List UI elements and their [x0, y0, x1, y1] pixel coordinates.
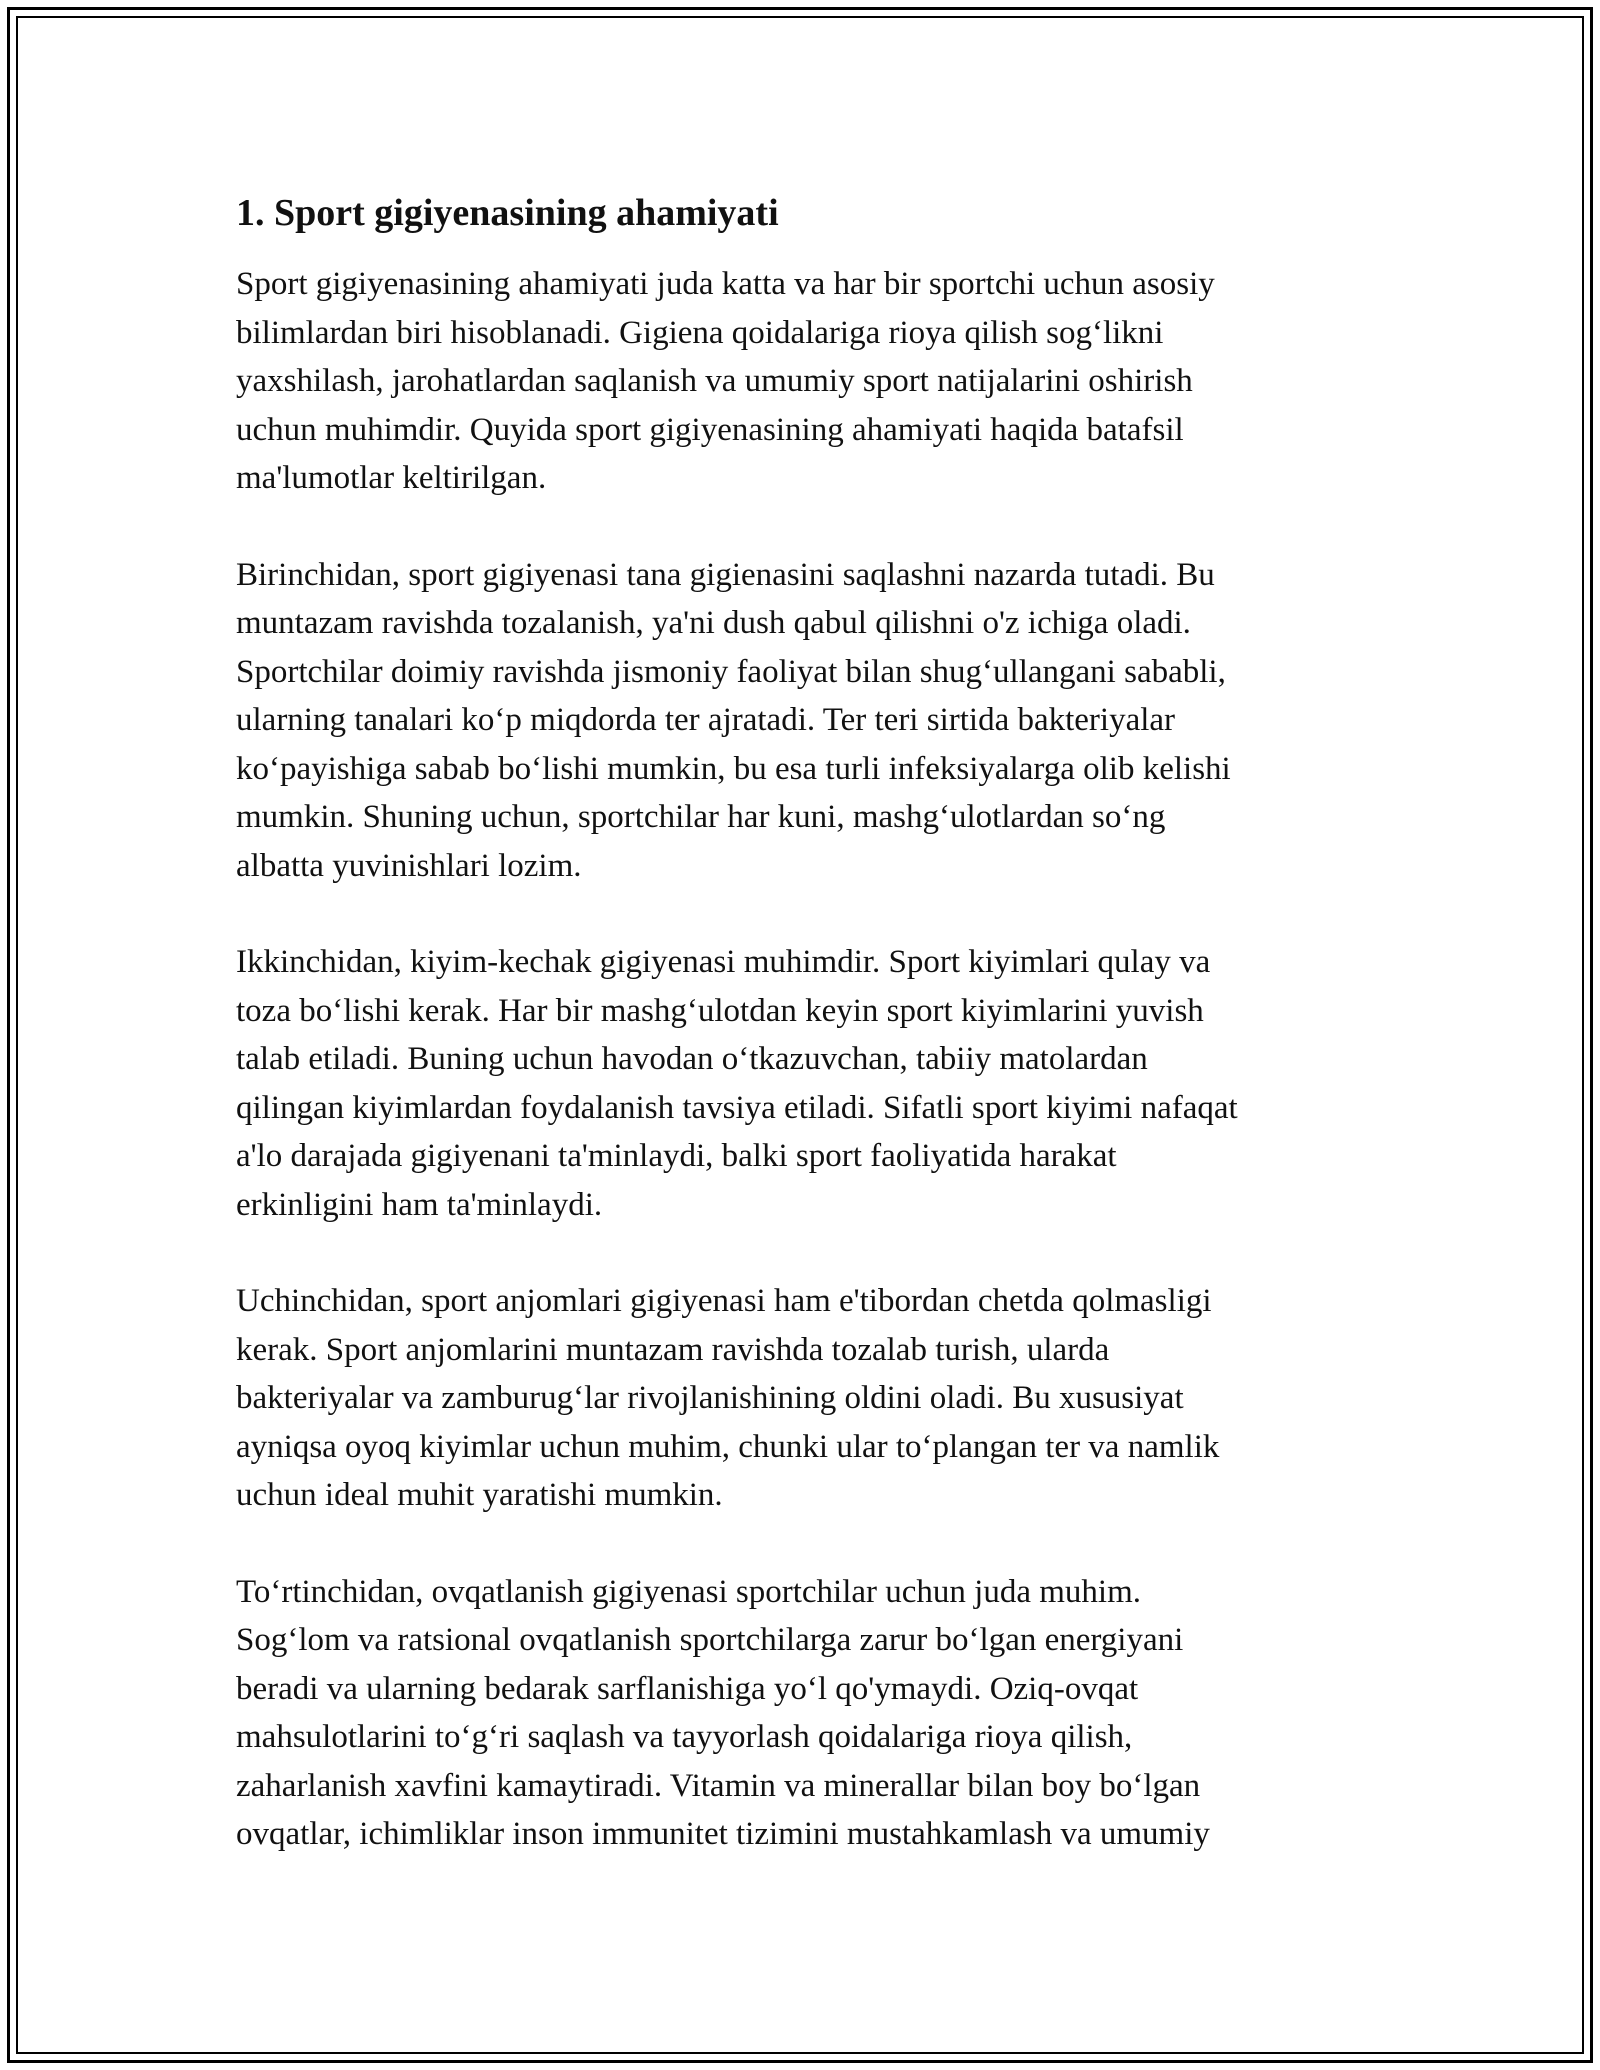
text-line: albatta yuvinishlari lozim.: [236, 847, 582, 884]
text-line: uchun muhimdir. Quyida sport gigiyenasining ahamiyati haqida batafsil: [236, 411, 1184, 448]
text-line: bakteriyalar va zamburug‘lar rivojlanishining oldini oladi. Bu xususiyat: [236, 1380, 1184, 1416]
text-line: ma'lumotlar keltirilgan.: [236, 460, 547, 496]
text-line: talab etiladi. Buning uchun havodan o‘tkazuvchan, tabiiy matolardan: [236, 1041, 1148, 1077]
paragraph-intro: [236, 260, 1356, 503]
text-line: Sportchilar doimiy ravishda jismoniy faoliyat bilan shug‘ullangani sababli,: [236, 653, 1226, 690]
text-line: mahsulotlarini to‘g‘ri saqlash va tayyorlash qoidalariga rioya qilish,: [236, 1719, 1133, 1755]
text-line: Uchinchidan, sport anjomlari gigiyenasi ham e'tibordan chetda qolmasligi: [236, 1283, 1212, 1319]
text-line: toza bo‘lishi kerak. Har bir mashg‘ulotdan keyin sport kiyimlarini yuvish: [236, 992, 1204, 1029]
paragraph-equipment-hygiene: [236, 1277, 1356, 1520]
text-line: a'lo darajada gigiyenani ta'minlaydi, balki sport faoliyatida harakat: [236, 1138, 1117, 1174]
paragraph-nutrition-hygiene: [236, 1568, 1356, 1859]
text-line: To‘rtinchidan, ovqatlanish gigiyenasi sportchilar uchun juda muhim.: [236, 1573, 1142, 1610]
text-line: kerak. Sport anjomlarini muntazam ravishda tozalab turish, ularda: [236, 1331, 1110, 1368]
paragraph-clothing-hygiene: [236, 938, 1356, 1229]
text-line: Ikkinchidan, kiyim-kechak gigiyenasi muhimdir. Sport kiyimlari qulay va: [236, 944, 1211, 980]
text-line: ovqatlar, ichimliklar inson immunitet tizimini mustahkamlash va umumiy: [236, 1816, 1210, 1852]
text-line: beradi va ularning bedarak sarflanishiga yo‘l qo'ymaydi. Oziq-ovqat: [236, 1670, 1139, 1707]
text-line: uchun ideal muhit yaratishi mumkin.: [236, 1477, 723, 1513]
section-heading: 1. Sport gigiyenasining ahamiyati: [236, 192, 779, 234]
text-line: erkinligini ham ta'minlaydi.: [236, 1186, 603, 1223]
text-line: mumkin. Shuning uchun, sportchilar har kuni, mashg‘ulotlardan so‘ng: [236, 799, 1166, 835]
text-line: muntazam ravishda tozalanish, ya'ni dush qabul qilishni o'z ichiga oladi.: [236, 605, 1191, 641]
text-line: qilingan kiyimlardan foydalanish tavsiya etiladi. Sifatli sport kiyimi nafaqat: [236, 1089, 1238, 1126]
text-line: Birinchidan, sport gigiyenasi tana gigienasini saqlashni nazarda tutadi. Bu: [236, 556, 1215, 593]
text-line: zaharlanish xavfini kamaytiradi. Vitamin va minerallar bilan boy bo‘lgan: [236, 1767, 1201, 1804]
text-line: yaxshilash, jarohatlardan saqlanish va umumiy sport natijalarini oshirish: [236, 363, 1193, 399]
text-line: Sog‘lom va ratsional ovqatlanish sportchilarga zarur bo‘lgan energiyani: [236, 1622, 1184, 1658]
text-line: ko‘payishiga sabab bo‘lishi mumkin, bu esa turli infeksiyalarga olib kelishi: [236, 750, 1231, 787]
paragraph-body-hygiene: [236, 551, 1356, 891]
text-line: Sport gigiyenasining ahamiyati juda katta va har bir sportchi uchun asosiy: [236, 266, 1215, 302]
document-body: [236, 186, 1356, 1907]
text-line: ayniqsa oyoq kiyimlar uchun muhim, chunki ular to‘plangan ter va namlik: [236, 1428, 1220, 1465]
text-line: bilimlardan biri hisoblanadi. Gigiena qoidalariga rioya qilish sog‘likni: [236, 314, 1164, 351]
text-line: ularning tanalari ko‘p miqdorda ter ajratadi. Ter teri sirtida bakteriyalar: [236, 702, 1176, 738]
